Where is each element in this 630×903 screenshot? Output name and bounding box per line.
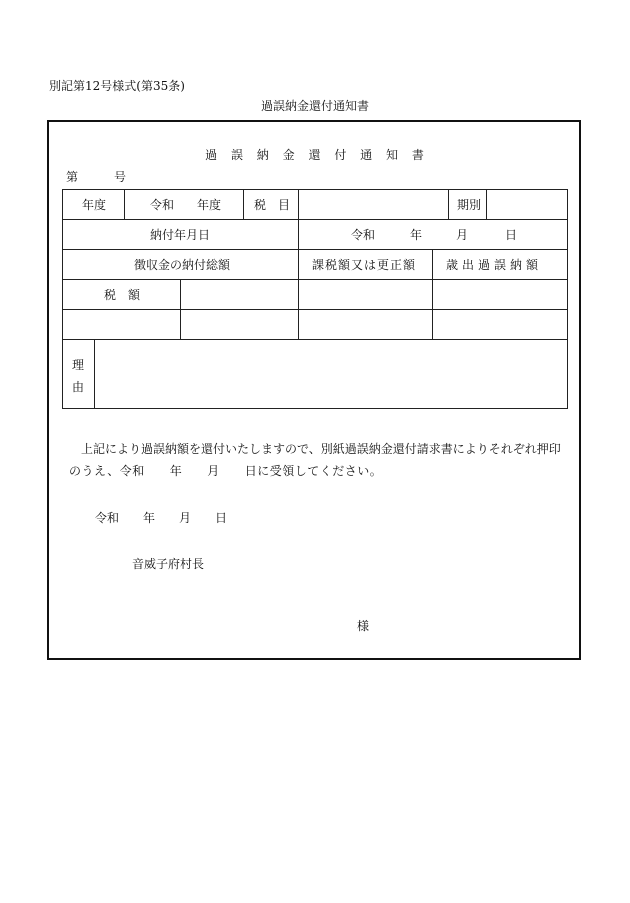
inner-title-char: 誤 <box>230 148 244 162</box>
notice-table <box>62 189 568 409</box>
overpaid-label: 歳出過誤納額 <box>446 258 543 272</box>
tax-item-label: 税 目 <box>254 198 291 212</box>
payment-date-year: 年 <box>410 228 423 242</box>
fiscal-year-label: 年度 <box>197 198 222 212</box>
issue-date: 令和 年 月 日 <box>95 511 228 525</box>
table-rule <box>298 219 299 339</box>
table-rule <box>298 189 299 219</box>
inner-title-char: 通 <box>360 148 374 162</box>
table-rule <box>62 189 568 190</box>
payment-date-day: 日 <box>505 228 518 242</box>
table-rule <box>124 189 125 219</box>
table-rule <box>62 309 568 310</box>
table-rule <box>62 189 63 409</box>
table-rule <box>62 408 568 409</box>
issuer-name: 音威子府村長 <box>132 557 205 571</box>
inner-title-char: 還 <box>308 148 322 162</box>
tax-amount-label: 税 額 <box>104 288 141 302</box>
notice-text-line-2: のうえ、令和 年 月 日に受領してください。 <box>69 464 383 478</box>
table-rule <box>486 189 487 219</box>
payment-date-month: 月 <box>456 228 469 242</box>
recipient-honorific: 様 <box>357 619 370 633</box>
table-rule <box>243 189 244 219</box>
table-rule <box>432 249 433 339</box>
inner-title-char: 書 <box>411 148 425 162</box>
inner-title <box>0 149 630 161</box>
total-payment-label: 徴収金の納付総額 <box>134 258 231 272</box>
inner-title-char: 納 <box>256 148 270 162</box>
inner-title-char: 過 <box>205 148 219 162</box>
table-rule <box>62 219 568 220</box>
period-label: 期別 <box>457 198 482 212</box>
table-rule <box>180 279 181 339</box>
table-rule <box>94 339 95 409</box>
number-prefix: 第 <box>66 170 79 184</box>
payment-date-label: 納付年月日 <box>150 228 211 242</box>
inner-title-char: 付 <box>334 148 348 162</box>
inner-title-char: 知 <box>386 148 400 162</box>
table-rule <box>567 189 568 409</box>
year-label: 年度 <box>82 198 107 212</box>
reiwa-label: 令和 <box>150 198 175 212</box>
notice-text-line-1: 上記により過誤納額を還付いたしますので、別紙過誤納金還付請求書によりそれぞれ押印 <box>81 442 561 456</box>
document-title: 過誤納金還付通知書 <box>260 99 369 113</box>
reason-char: 由 <box>72 380 85 394</box>
number-suffix: 号 <box>114 170 127 184</box>
table-rule <box>448 189 449 219</box>
table-rule <box>62 249 568 250</box>
inner-title-char: 金 <box>282 148 296 162</box>
form-number-note: 別記第12号様式(第35条) <box>49 79 185 93</box>
assessment-label: 課税額又は更正額 <box>312 258 417 272</box>
reason-char: 理 <box>72 358 85 372</box>
payment-date-era: 令和 <box>351 228 376 242</box>
table-rule <box>62 279 568 280</box>
table-rule <box>62 339 568 340</box>
